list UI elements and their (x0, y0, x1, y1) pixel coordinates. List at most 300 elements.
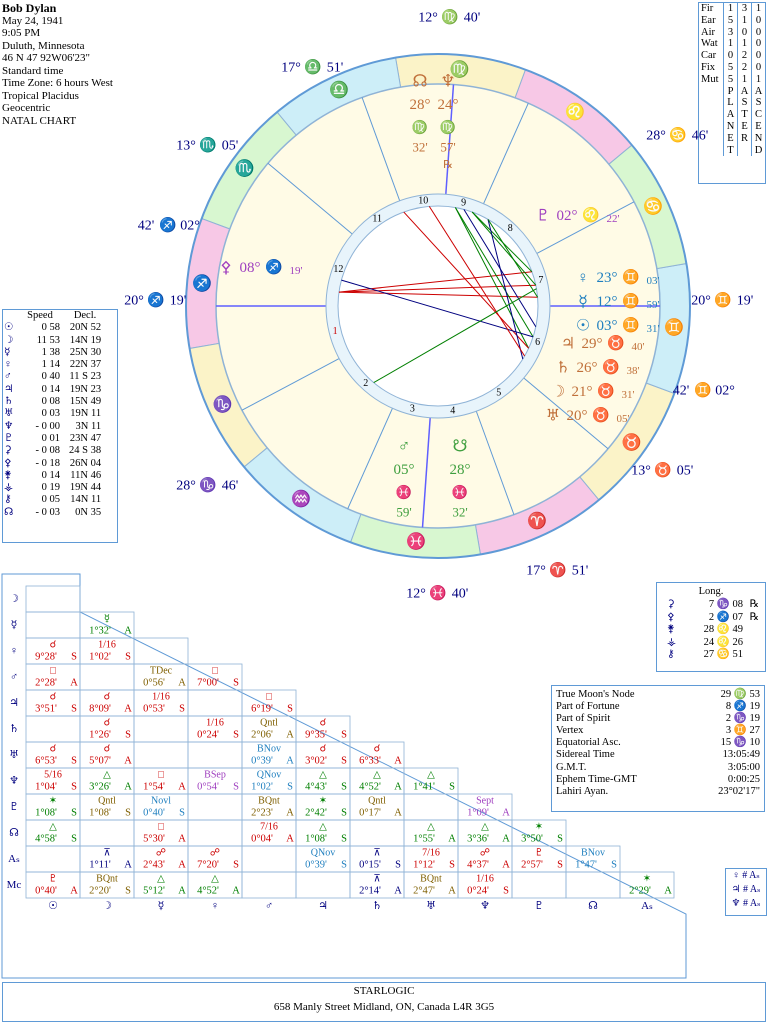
speed-value: 11 53 (36, 334, 60, 346)
aspect-type: S (71, 755, 77, 767)
aspect-symbol: 7/16 (422, 847, 440, 859)
aspect-orb: 0°04' (251, 833, 273, 845)
aspect-orb: 0°24' (197, 729, 219, 741)
aspect-cell (89, 614, 132, 637)
aspect-cell (197, 848, 239, 871)
speed-value: - 0 00 (35, 420, 60, 432)
aspect-orb: 6°33' (359, 755, 381, 767)
retrograde-mark: ℞ (749, 599, 759, 610)
aspect-type: S (71, 651, 77, 663)
element-cell: T (738, 109, 752, 121)
aspect-cell (89, 744, 132, 767)
aspect-orb: 0°53' (143, 703, 165, 715)
natal-wheel (124, 6, 754, 606)
aspect-symbol: 1/16 (476, 873, 494, 885)
aspect-orb: 2°14' (359, 885, 381, 897)
aspect-type: A (394, 781, 402, 793)
col-glyph: ☊ (588, 900, 598, 912)
aspect-symbol: TDec (149, 665, 173, 677)
info-label: Part of Fortune (556, 701, 620, 713)
element-cell: S (738, 97, 752, 109)
aspect-cell (89, 640, 131, 663)
planet-glyph: ☊ (4, 506, 14, 518)
decl-value: 11 S 23 (69, 371, 102, 383)
aspect-orb: 1°47' (575, 859, 597, 871)
row-glyph: ☊ (9, 827, 19, 839)
col-glyph: ♅ (426, 900, 436, 912)
perspective: Geocentric (2, 102, 51, 114)
speed-value: - 0 03 (35, 506, 60, 518)
planet-minute: 32' (412, 139, 428, 155)
speed-value: 0 14 (41, 383, 60, 395)
planet-sign: ♉ (592, 408, 610, 424)
cusp-sign: ♉ (654, 463, 672, 479)
aspect-type: A (286, 807, 294, 819)
aspect-type: S (449, 781, 455, 793)
info-label: Lahiri Ayan. (556, 785, 609, 797)
planet-sign: ♌ (582, 208, 600, 224)
planet-minute: 32' (452, 504, 468, 520)
planet-glyph: ☿ (4, 346, 11, 358)
row-glyph: ☽ (9, 593, 19, 605)
aspect-symbol: ☌ (49, 639, 57, 651)
planet-minute: 38' (626, 365, 640, 377)
planet-minute: 57' (440, 139, 456, 155)
aspect-orb: 0°40' (35, 885, 57, 897)
aspect-cell (467, 848, 510, 871)
planet-sign: ♊ (622, 270, 640, 286)
grid-cell (188, 794, 242, 820)
cusp-degree: 20° (691, 293, 711, 309)
aspect-type: A (286, 833, 294, 845)
aspect-orb: 0°39' (305, 859, 327, 871)
planet-glyph: ☉ (575, 317, 591, 335)
aspect-cell (359, 874, 402, 897)
speed-row (3, 470, 102, 482)
aspect-symbol: ☍ (155, 847, 167, 859)
aspect-orb: 9°35' (305, 729, 327, 741)
aspect-orb: 1°02' (89, 651, 111, 663)
col-glyph: ♆ (480, 900, 490, 912)
info-value: 23°02'17" (718, 785, 760, 797)
speed-value: 0 08 (41, 396, 60, 408)
speed-row (3, 445, 102, 457)
element-cell: 3 (724, 27, 738, 39)
aspect-type: A (124, 859, 132, 871)
element-cell: 1 (738, 38, 752, 50)
cusp-minute: 51' (326, 60, 344, 76)
speed-row (3, 408, 102, 420)
asteroid-longitude: 28 ♌ 49 (703, 624, 743, 635)
aspect-orb: 0°39' (251, 755, 273, 767)
decl-value: 19N 44 (69, 482, 102, 494)
house-system: Tropical Placidus (2, 89, 79, 102)
aspect-type: A (178, 885, 186, 897)
aspect-symbol: ☌ (49, 743, 57, 755)
col-glyph: ♂ (264, 900, 274, 912)
element-cell: 1 (755, 3, 762, 14)
element-cell: Air (699, 27, 724, 39)
house-number: 7 (538, 274, 544, 286)
aspect-type: S (287, 703, 293, 715)
aspect-symbol: ☌ (319, 717, 327, 729)
element-cell: 3 (738, 3, 752, 15)
planet-minute: 22' (606, 213, 620, 225)
element-cell: E (755, 120, 762, 132)
element-cell: 0 (755, 61, 762, 73)
aspect-orb: 2°20' (89, 885, 111, 897)
aspect-symbol: ☌ (103, 691, 111, 703)
aspect-orb: 3°51' (35, 703, 57, 715)
planet-degree: 26° (576, 360, 598, 376)
aspect-orb: 0°15' (359, 859, 381, 871)
row-glyph: ♇ (9, 801, 19, 813)
col-glyph: ♀ (210, 900, 220, 912)
house-number: 10 (418, 195, 429, 207)
aspect-cell (35, 796, 77, 819)
planet-glyph: ☽ (4, 334, 14, 346)
aspect-type: S (341, 807, 347, 819)
grid-cell (26, 612, 80, 638)
aspect-type: S (233, 859, 239, 871)
cusp-degree: 13° (631, 463, 651, 479)
aspect-symbol: ☿ (103, 613, 111, 625)
element-cell: N (724, 121, 738, 133)
aspect-orb: 3°02' (305, 755, 327, 767)
aspect-cell (89, 692, 132, 715)
aspect-type: A (502, 807, 510, 819)
aspect-type: S (449, 859, 455, 871)
cusp-sign: ♑ (199, 478, 217, 494)
aspect-orb: 9°28' (35, 651, 57, 663)
speed-value: 1 14 (41, 359, 60, 371)
speed-row (3, 335, 102, 347)
aspect-orb: 1°08' (89, 807, 111, 819)
decl-value: 25N 30 (69, 346, 102, 358)
info-label: Equatorial Asc. (556, 737, 621, 749)
element-cell: 1 (724, 3, 738, 15)
aspect-symbol: △ (319, 821, 327, 833)
speed-row (3, 384, 102, 396)
element-cell: A (724, 109, 738, 121)
aspect-type: S (503, 885, 509, 897)
cusp-sign: ♊ (714, 293, 732, 309)
cusp-sign: ♓ (429, 586, 447, 602)
aspect-cell (251, 718, 294, 741)
planet-glyph: ♄ (4, 396, 14, 408)
speed-row (3, 371, 102, 383)
aspect-orb: 7°20' (197, 859, 219, 871)
aspect-type: A (124, 755, 132, 767)
retrograde-mark (743, 637, 759, 650)
aspect-symbol: △ (319, 769, 327, 781)
aspect-cell (413, 848, 455, 871)
legend-row: ♀ # Aₛ (732, 870, 760, 881)
house-number: 8 (507, 222, 513, 234)
planet-minute: 59' (646, 299, 660, 311)
cusp-degree: 20° (124, 293, 144, 309)
element-cell: N (754, 132, 763, 144)
aspect-symbol: □ (157, 769, 165, 781)
info-value: 0:00:25 (727, 773, 760, 785)
retrograde-mark (743, 649, 759, 662)
aspect-orb: 1°12' (413, 859, 435, 871)
planet-glyph: ⚳ (4, 445, 12, 457)
aspect-orb: 0°24' (467, 885, 489, 897)
cusp-minute: 02° (180, 218, 200, 234)
cusp-minute: 19' (736, 293, 754, 309)
cusp-sign: ♐ (147, 293, 165, 309)
aspect-type: A (124, 625, 132, 637)
planet-minute: 31' (621, 389, 635, 401)
speed-value: 0 05 (41, 494, 60, 506)
house-number: 2 (363, 378, 369, 390)
cusp-minute: 40' (451, 586, 469, 602)
speed-value: 0 19 (41, 482, 60, 494)
aspect-orb: 2°28' (35, 677, 57, 689)
cusp-minute: 19' (169, 293, 187, 309)
speed-value: 0 40 (41, 371, 60, 383)
info-value: 29 ♍ 53 (720, 689, 760, 700)
aspect-symbol: ♇ (534, 847, 544, 859)
sign-glyph: ♎ (329, 82, 349, 100)
grid-cell (404, 794, 458, 820)
planet-glyph: ♆ (440, 71, 456, 91)
cusp-minute: 51' (571, 563, 589, 579)
asteroid-longitude: 27 ♋ 51 (703, 649, 743, 660)
aspect-cell (35, 666, 78, 689)
aspect-type: S (125, 651, 131, 663)
aspect-orb: 2°29' (629, 885, 651, 897)
aspect-cell (89, 718, 131, 741)
element-cell: 2 (738, 62, 752, 74)
decl-value: 19N 11 (70, 408, 102, 420)
aspect-type: A (394, 755, 402, 767)
aspect-type: S (233, 781, 239, 793)
planet-glyph: ⚴ (220, 259, 232, 277)
aspect-cell (143, 692, 185, 715)
element-cell: Fir (699, 3, 724, 15)
planet-glyph: ♆ (4, 420, 14, 432)
element-cell: L (724, 97, 738, 109)
element-cell: Mut (699, 74, 724, 86)
aspect-symbol: 1/16 (152, 691, 170, 703)
sign-glyph: ♒ (291, 490, 312, 508)
aspect-type: S (287, 781, 293, 793)
birth-place: Duluth, Minnesota (2, 39, 85, 52)
aspect-symbol: □ (49, 665, 57, 677)
aspect-type: S (233, 729, 239, 741)
aspect-orb: 1°41' (413, 781, 435, 793)
aspect-cell (305, 718, 347, 741)
footer (2, 982, 766, 1022)
aspect-symbol: ☌ (319, 743, 327, 755)
aspect-cell (413, 822, 456, 845)
planet-degree: 12° (596, 294, 618, 310)
cusp-degree: 12° (406, 586, 426, 602)
asteroid-longitude: 2 ♐ 07 (708, 611, 743, 623)
element-cell: 0 (738, 27, 752, 39)
aspect-cell (143, 796, 185, 819)
planet-minute: 59' (396, 504, 412, 520)
aspect-cell (359, 744, 402, 767)
element-cell: 1 (738, 74, 752, 86)
aspect-symbol: Qntl (260, 717, 278, 729)
aspect-orb: 8°09' (89, 703, 111, 715)
decl-value: 14N 11 (70, 494, 102, 506)
aspect-type: A (178, 859, 186, 871)
aspect-type: S (395, 859, 401, 871)
planet-degree: 20° (566, 408, 588, 424)
aspect-symbol: ⊼ (373, 873, 381, 885)
asteroid-glyph: ⚵ (667, 624, 675, 635)
decl-header: Decl. (73, 310, 97, 321)
grid-cell (242, 872, 296, 898)
element-cell: 5 (724, 74, 738, 86)
grid-cell (242, 846, 296, 872)
cusp-sign: ♎ (304, 60, 322, 76)
aspect-type: S (341, 781, 347, 793)
aspect-symbol: Sept (476, 795, 494, 807)
cusp-degree: 17° (281, 60, 301, 76)
decl-value: 20N 52 (69, 322, 102, 334)
element-cell: 1 (724, 38, 738, 50)
speed-value: 1 38 (41, 346, 60, 358)
element-cell: Car (699, 50, 724, 62)
planet-glyph: ☋ (452, 436, 468, 456)
time-zone: Time Zone: 6 hours West (2, 77, 113, 89)
aspect-orb: 2°06' (251, 729, 273, 741)
aspect-symbol: ✶ (48, 795, 58, 807)
aspect-orb: 4°52' (197, 885, 219, 897)
planet-degree: 02° (556, 208, 578, 224)
aspect-symbol: 7/16 (260, 821, 278, 833)
birth-time: 9:05 PM (2, 27, 41, 39)
element-cell: 0 (755, 26, 762, 38)
asteroid-glyph: ⚷ (667, 649, 675, 660)
cusp-degree: 42' (672, 383, 690, 399)
grid-cell (188, 742, 242, 768)
cusp-minute: 05' (676, 463, 694, 479)
aspect-symbol: Qntl (368, 795, 386, 807)
aspect-symbol: QNov (310, 847, 336, 859)
grid-cell (350, 820, 404, 846)
sign-glyph: ♈ (527, 512, 547, 530)
aspect-cell (143, 848, 186, 871)
info-label: Part of Spirit (556, 713, 611, 725)
aspect-grid (2, 574, 686, 978)
planet-glyph: ☽ (550, 383, 566, 401)
asteroid-glyph: ⚳ (667, 599, 675, 610)
cusp-label (418, 9, 480, 26)
aspect-symbol: ☌ (103, 717, 111, 729)
aspect-type: S (125, 729, 131, 741)
aspect-orb: 1°08' (305, 833, 327, 845)
speed-row (3, 482, 102, 494)
birth-coords: 46 N 47 92W06'23" (2, 52, 91, 64)
cusp-label (124, 292, 186, 309)
element-cell: A (754, 85, 763, 97)
aspect-cell (305, 770, 347, 793)
grid-cell (26, 846, 80, 872)
asteroid-longitude: 7 ♑ 08 (708, 599, 743, 610)
planet-sign: ♐ (265, 260, 283, 276)
info-value: 2 ♑ 19 (725, 713, 760, 725)
aspect-symbol: ♇ (48, 873, 58, 885)
row-glyph: ♄ (9, 723, 19, 735)
aspect-cell (197, 874, 240, 897)
chart-type: NATAL CHART (2, 114, 77, 127)
aspect-orb: 3°36' (467, 833, 489, 845)
aspect-cell (305, 822, 347, 845)
element-cell: P (724, 86, 738, 98)
cusp-minute: 46' (691, 128, 709, 144)
aspect-orb: 1°09' (467, 807, 489, 819)
element-cell: D (754, 144, 763, 156)
speed-table (3, 310, 102, 519)
decl-value: 19N 23 (69, 383, 102, 395)
grid-cell (512, 872, 566, 898)
aspect-type: S (557, 833, 563, 845)
planet-glyph: ☉ (4, 322, 14, 334)
planet-minute: 31' (646, 323, 660, 335)
aspect-symbol: □ (211, 665, 219, 677)
element-cell: Wat (699, 38, 724, 50)
aspect-orb: 1°32' (89, 625, 111, 637)
aspect-orb: 7°00' (197, 677, 219, 689)
speed-row (3, 433, 102, 445)
aspect-symbol: ✶ (318, 795, 328, 807)
aspect-cell (89, 796, 131, 819)
element-cell: 5 (724, 62, 738, 74)
aspect-cell (35, 874, 78, 897)
planet-minute: 05' (616, 413, 630, 425)
decl-value: 0N 35 (75, 506, 102, 518)
person-name: Bob Dylan (2, 1, 57, 15)
house-number: 11 (372, 213, 383, 225)
aspect-cell (197, 770, 239, 793)
aspect-cell (143, 770, 186, 793)
aspect-symbol: ☌ (103, 743, 111, 755)
legend-row: ♃ # Aₛ (731, 884, 761, 895)
aspect-orb: 1°55' (413, 833, 435, 845)
planet-sign: ♍ (439, 119, 457, 135)
aspect-orb: 2°42' (305, 807, 327, 819)
aspect-symbol: Qntl (98, 795, 116, 807)
element-cell: 2 (738, 50, 752, 62)
cusp-degree: 17° (526, 563, 546, 579)
aspect-cell (251, 822, 294, 845)
cusp-sign: ♋ (669, 128, 687, 144)
house-number: 3 (409, 403, 415, 415)
aspect-type: S (557, 859, 563, 871)
aspect-type: S (71, 807, 77, 819)
aspect-type: A (124, 781, 132, 793)
row-glyph: Aₛ (8, 853, 20, 865)
planet-glyph: ⚵ (4, 469, 12, 481)
planet-degree: 05° (393, 462, 415, 478)
planet-degree: 23° (596, 270, 618, 286)
house-number: 5 (496, 387, 502, 399)
aspect-cell (251, 744, 294, 767)
cusp-degree: 12° (418, 10, 438, 26)
decl-value: 22N 37 (69, 359, 102, 371)
cusp-label (176, 137, 238, 154)
planet-sign: ♊ (622, 294, 640, 310)
aspect-cell (197, 666, 239, 689)
cusp-degree: 42' (137, 218, 155, 234)
planet-degree: 24° (437, 97, 459, 113)
